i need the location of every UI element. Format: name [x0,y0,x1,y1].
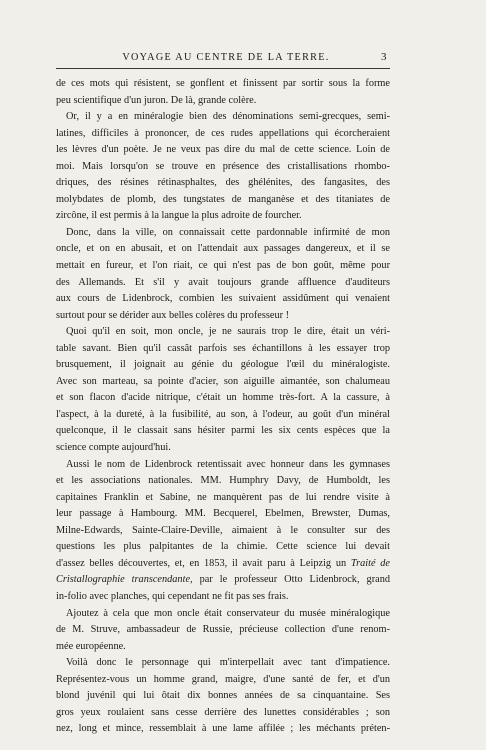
text-line [56,258,390,275]
text-line [56,241,390,258]
text-line [56,374,390,391]
text-line [56,275,390,292]
line-text: mée européenne. [56,640,126,652]
line-text: Voilà donc le personnage qui m'interpellait avec tant d'impatience. [66,657,390,669]
line-text: des Allemands. Et s'il y avait toujours grande affluence d'auditeurs [56,276,390,288]
text-line [56,672,390,689]
text-line [56,357,390,374]
text-line [56,175,390,192]
line-text: leur passage à Hambourg. MM. Becquerel, Ebelmen, Brewster, Dumas, [56,508,390,520]
line-text: quelconque, il le classait sans hésiter parmi les six cents espèces que la [56,425,390,437]
line-text: gros yeux roulaient sans cesse derrière des lunettes considérables ; son [56,706,390,718]
line-text: Milne-Edwards, Sainte-Claire-Deville, aimaient à le consulter sur des [56,524,390,536]
line-text: blond juvénil qui lui ôtait dix bonnes années de sa cinquantaine. Ses [56,690,390,702]
text-line [56,572,390,589]
line-text: table savant. Bien qu'il cassât parfois ses échantillons à les essayer trop [56,342,390,354]
text-line [56,506,390,523]
text-line [56,688,390,705]
text-line [56,407,390,424]
line-text: aux cours de Lidenbrock, combien les suivaient assidûment qui venaient [56,293,390,305]
line-text: Avec son marteau, sa pointe d'acier, son aiguille aimantée, son chalumeau [56,375,390,387]
line-text: nez, long et mince, ressemblait à une lame affilée ; les méchants préten- [56,723,390,735]
text-line [56,341,390,358]
text-line [56,721,390,738]
text-line [56,142,390,159]
line-text: peu scientifique d'un juron. De là, grande colère. [56,94,257,106]
page-number: 3 [381,51,387,63]
italic-title-text: Cristallographie transcendante, [56,574,193,586]
line-text: surtout pour se dérider aux belles colères du professeur ! [56,309,290,321]
line-text: et son flacon d'acide nitrique, c'était un homme très-fort. A la cassure, à [56,392,390,404]
text-line [56,589,390,606]
text-line [56,308,390,325]
text-line [56,622,390,639]
text-line [56,76,390,93]
running-title: VOYAGE AU CENTRE DE LA TERRE. [122,52,330,63]
text-line [56,390,390,407]
text-line [56,440,390,457]
text-line [56,705,390,722]
text-line [56,639,390,656]
text-line [56,291,390,308]
line-text: Aussi le nom de Lidenbrock retentissait avec honneur dans les gymnases [66,458,390,470]
line-text: l'aspect, à la dureté, à la fusibilité, au son, à l'odeur, au goût d'un minéral [56,408,390,420]
line-text: et les associations nationales. MM. Humphry Davy, de Humboldt, les [56,475,390,487]
line-text: les lèvres d'un poète. Je ne veux pas dire du mal de cette science. Loin de [56,144,390,156]
line-text: de M. Struve, ambassadeur de Russie, précieuse collection d'une renom- [56,624,390,636]
header-rule [56,68,390,69]
line-text: zircône, il est permis à la langue la plus adroite de fourcher. [56,210,302,222]
body-text [56,76,390,738]
text-line [56,93,390,110]
text-line [56,556,390,573]
line-text: latines, difficiles à prononcer, de ces rudes appellations qui écorcheraient [56,127,390,139]
text-line [56,473,390,490]
text-line [56,423,390,440]
line-text: Or, il y a en minéralogie bien des dénominations semi-grecques, semi- [66,111,390,123]
line-text: oncle, et on en abusait, et on l'attendait aux passages dangereux, et il se [56,243,390,255]
text-line [56,208,390,225]
line-text: brusquement, il joignait au génie du géologue l'œil du minéralogiste. [56,359,390,371]
text-line [56,192,390,209]
line-text: Donc, dans la ville, on connaissait cette pardonnable infirmité de mon [66,226,390,238]
text-line [56,457,390,474]
text-line [56,523,390,540]
line-text: de ces mots qui résistent, se gonflent et finissent par sortir sous la forme [56,78,390,89]
text-line [56,606,390,623]
text-line [56,324,390,341]
line-text: Ajoutez à cela que mon oncle était conservateur du musée minéralogique [66,607,390,619]
line-text: molybdates de plomb, des tungstates de manganèse et des titaniates de [56,193,390,205]
italic-title-text: Traité de [350,557,390,569]
line-text: driques, des résines rétinasphaltes, des ghélénites, des fangasites, des [56,177,390,189]
text-line [56,539,390,556]
line-text: in-folio avec planches, qui cependant ne fit pas ses frais. [56,590,289,602]
text-line [56,655,390,672]
line-text: Quoi qu'il en soit, mon oncle, je ne saurais trop le dire, était un véri- [66,326,390,338]
text-line [56,126,390,143]
line-text: mettait en fureur, et l'on riait, ce qui n'est pas de bon goût, même pour [56,260,390,272]
line-text: science compte aujourd'hui. [56,442,171,454]
text-line [56,159,390,176]
text-line [56,225,390,242]
line-text: capitaines Franklin et Sabine, ne manquèrent pas de lui rendre visite à [56,491,390,503]
line-text: par le professeur Otto Lidenbrock, grand [192,574,390,586]
line-text: questions les plus palpitantes de la chimie. Cette science lui devait [56,541,390,553]
line-text: Représentez-vous un homme grand, maigre, d'une santé de fer, et d'un [56,673,390,685]
text-line [56,490,390,507]
line-text: d'assez belles découvertes, et, en 1853, il avait paru à Leipzig un [56,557,347,569]
text-line [56,109,390,126]
line-text: moi. Mais lorsqu'on se trouve en présence des cristallisations rhombo- [56,160,390,172]
